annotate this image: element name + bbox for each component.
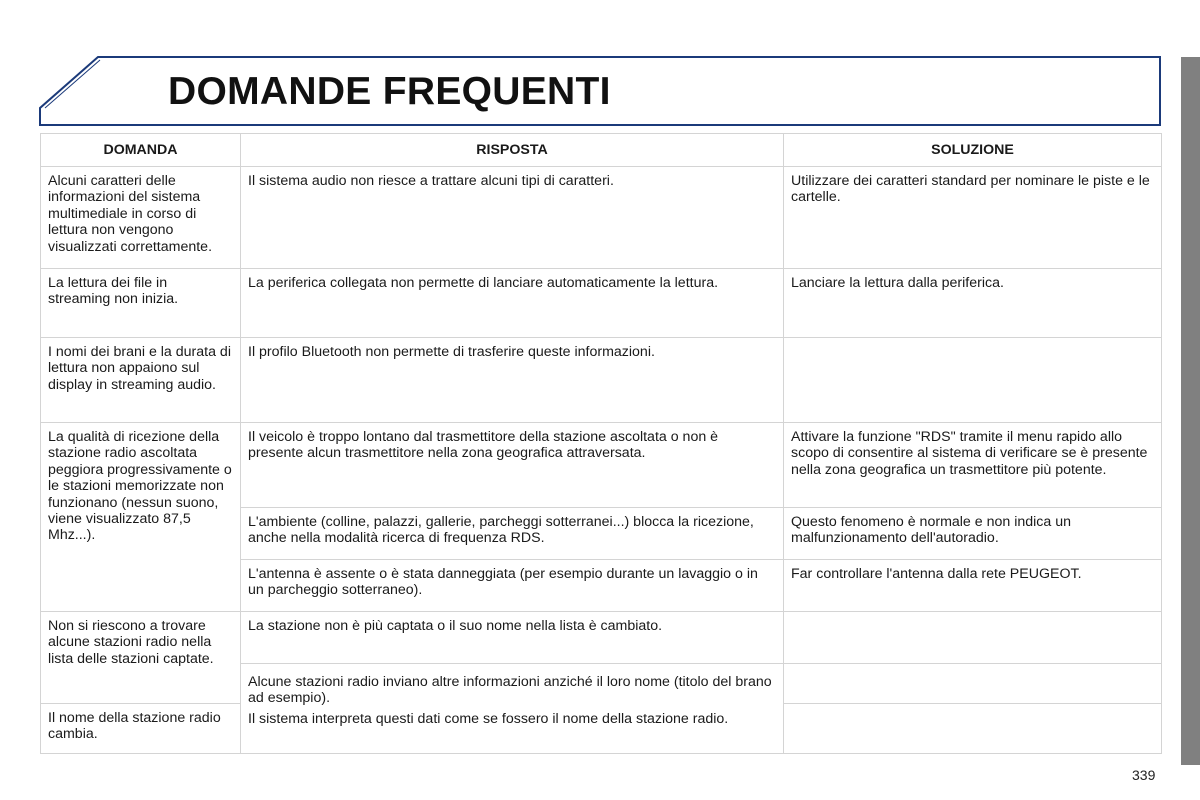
cell-domanda: La lettura dei file in streaming non inizia. <box>41 269 241 338</box>
faq-table <box>40 133 1162 754</box>
table-row <box>41 269 1162 338</box>
cell-risposta: Il veicolo è troppo lontano dal trasmettitore della stazione ascoltata o non è presente alcun trasmettitore nella zona geografica attraversata. <box>241 423 784 508</box>
page-number: 339 <box>1132 767 1156 783</box>
risposta-part: Il sistema interpreta questi dati come se fossero il nome della stazione radio. <box>248 710 729 727</box>
table-header-row <box>41 134 1162 167</box>
cell-risposta <box>241 664 784 754</box>
header-soluzione: SOLUZIONE <box>784 134 1162 167</box>
table-row <box>41 167 1162 269</box>
header-domanda: DOMANDA <box>41 134 241 167</box>
table-row <box>41 338 1162 423</box>
cell-risposta: L'antenna è assente o è stata danneggiata (per esempio durante un lavaggio o in un parcheggio sotterraneo). <box>241 560 784 612</box>
cell-risposta: L'ambiente (colline, palazzi, gallerie, parcheggi sotterranei...) blocca la ricezione, anche nella modalità ricerca di frequenza RDS. <box>241 508 784 560</box>
header-risposta: RISPOSTA <box>241 134 784 167</box>
cell-soluzione: Lanciare la lettura dalla periferica. <box>784 269 1162 338</box>
cell-soluzione <box>784 664 1162 704</box>
cell-domanda: Alcuni caratteri delle informazioni del sistema multimediale in corso di lettura non vengono visualizzati correttamente. <box>41 167 241 269</box>
table-row <box>41 423 1162 508</box>
cell-soluzione <box>784 704 1162 754</box>
side-tab-bar <box>1181 57 1200 765</box>
cell-domanda: Il nome della stazione radio cambia. <box>41 704 241 754</box>
cell-domanda: Non si riescono a trovare alcune stazioni radio nella lista delle stazioni captate. <box>41 612 241 704</box>
cell-risposta: Il sistema audio non riesce a trattare alcuni tipi di caratteri. <box>241 167 784 269</box>
cell-risposta: La stazione non è più captata o il suo nome nella lista è cambiato. <box>241 612 784 664</box>
cell-soluzione: Utilizzare dei caratteri standard per nominare le piste e le cartelle. <box>784 167 1162 269</box>
cell-soluzione: Far controllare l'antenna dalla rete PEUGEOT. <box>784 560 1162 612</box>
cell-domanda: I nomi dei brani e la durata di lettura non appaiono sul display in streaming audio. <box>41 338 241 423</box>
cell-domanda: La qualità di ricezione della stazione radio ascoltata peggiora progressivamente o le stazioni memorizzate non funzionano (nessun suono, viene visualizzato 87,5 Mhz...). <box>41 423 241 612</box>
cell-risposta: La periferica collegata non permette di lanciare automaticamente la lettura. <box>241 269 784 338</box>
cell-soluzione: Questo fenomeno è normale e non indica un malfunzionamento dell'autoradio. <box>784 508 1162 560</box>
page-title: DOMANDE FREQUENTI <box>168 70 611 113</box>
risposta-part: Alcune stazioni radio inviano altre informazioni anziché il loro nome (titolo del brano ad esempio). <box>248 674 772 707</box>
cell-risposta: Il profilo Bluetooth non permette di trasferire queste informazioni. <box>241 338 784 423</box>
cell-soluzione <box>784 612 1162 664</box>
cell-soluzione: Attivare la funzione "RDS" tramite il menu rapido allo scopo di consentire al sistema di verificare se è presente nella zona geografica un trasmettitore più potente. <box>784 423 1162 508</box>
cell-soluzione <box>784 338 1162 423</box>
table-row <box>41 612 1162 664</box>
